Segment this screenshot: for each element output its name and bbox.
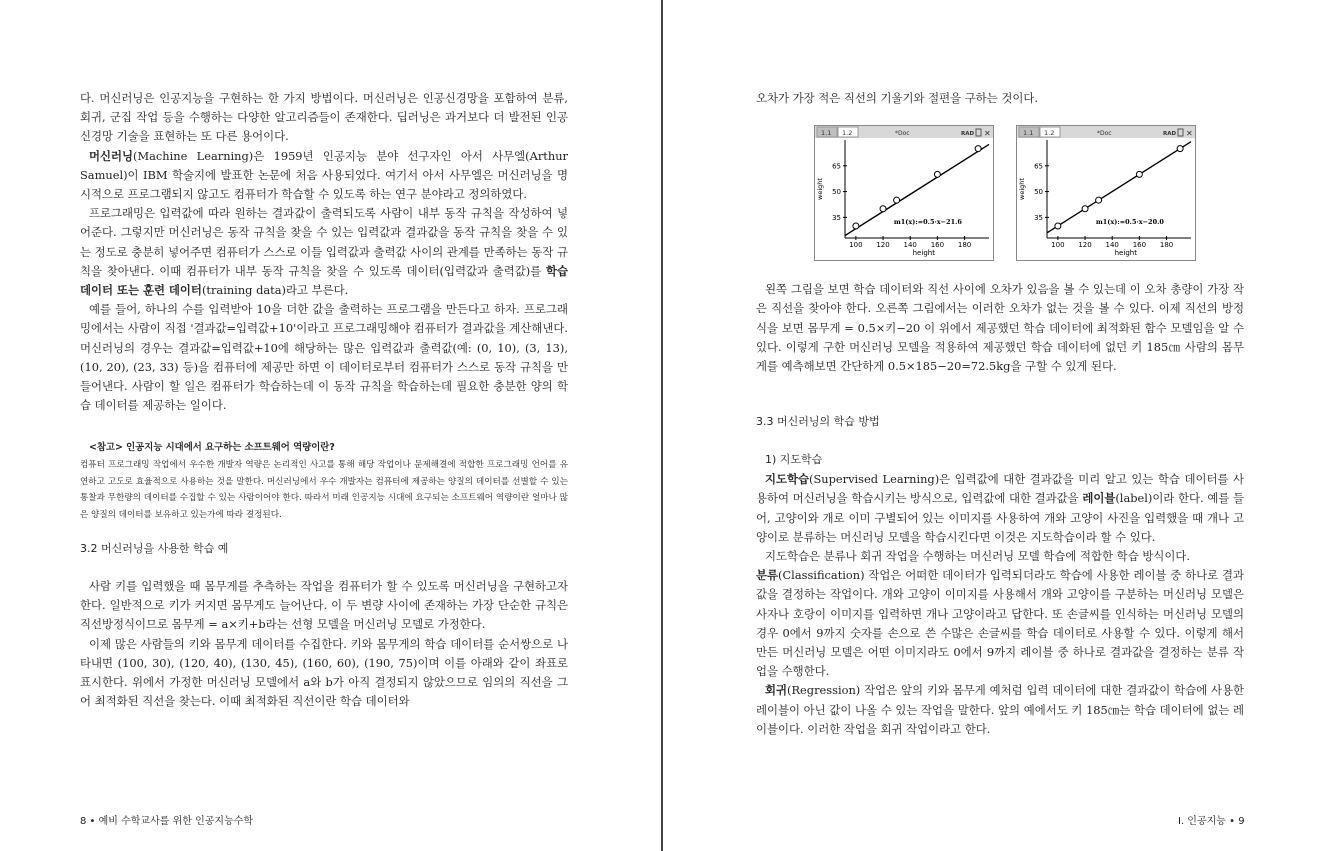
calculator-screen-left bbox=[814, 125, 994, 261]
calc-mode: RAD bbox=[961, 131, 975, 138]
page-footer-right: I. 인공지능 • 9 bbox=[1178, 816, 1245, 827]
paragraph-text: (Regression) 작업은 앞의 키와 몸무게 예처럼 입력 데이터에 대한 결과값이 학습에 사용한 레이블이 아닌 값이 나올 수 있는 작업을 말한다. 앞의 예에서도 키 185㎝는 학습 데이터에 없는 레이블이다. 이러한 작업을 회귀 작업이라고 한다. bbox=[756, 683, 1244, 736]
data-point bbox=[1082, 206, 1088, 212]
x-axis-label: height bbox=[912, 249, 935, 258]
x-tick-label: 140 bbox=[1105, 241, 1119, 250]
chart-right bbox=[1017, 126, 1195, 260]
left-text-column bbox=[80, 89, 568, 712]
paragraph-text: 프로그래밍은 입력값에 따라 원하는 결과값이 출력되도록 사람이 내부 동작 규칙을 작성하여 넣어준다. 그렇지만 머신러닝은 동작 규칙을 찾을 수 있는 입력값과 결과값을 동작 규칙을 찾을 수 있는 정도로 충분히 넣어주면 컴퓨터가 스스로 이들 입력값과 출력값 사이의 관계를 만족하는 동작 규칙을 찾아낸다. 이때 컴퓨터가 내부 동작 규칙을 찾을 수 있도록 데이터(입력값과 출력값)를 bbox=[80, 206, 568, 278]
line-equation-label: m1(x):=0.5·x−20.0 bbox=[1095, 218, 1164, 227]
calc-tab-label: 1.1 bbox=[821, 129, 832, 138]
y-tick-label: 65 bbox=[832, 162, 841, 171]
data-point bbox=[975, 146, 981, 152]
close-icon: ✕ bbox=[1186, 129, 1193, 139]
x-tick-label: 180 bbox=[957, 241, 972, 250]
x-tick-label: 100 bbox=[849, 241, 863, 250]
x-tick-label: 160 bbox=[1132, 241, 1147, 250]
paragraph: 왼쪽 그림을 보면 학습 데이터와 직선 사이에 오차가 있음을 볼 수 있는데 이 오차 총량이 가장 작은 직선을 찾아야 한다. 오른쪽 그림에서는 이러한 오차가 없는 것을 볼 수 있다. 이제 직선의 방정식을 보면 몸무게 = 0.5×키−20 이 위에서 제공했던 학습 데이터에 최적화된 함수 모델임을 알 수 있다. 이렇게 구한 머신러닝 모델을 적용하여 제공했던 학습 데이터에 없던 키 185㎝ 사람의 몸무게를 예측해보면 간단하게 0.5×185−20=72.5kg을 구할 수 있게 된다. bbox=[756, 282, 1244, 374]
paragraph-text: 라는 선형 모델을 머신러닝 모델로 가정한다. bbox=[265, 617, 486, 632]
paragraph: 오차가 가장 적은 직선의 기울기와 절편을 구하는 것이다. bbox=[756, 91, 1039, 105]
paragraph-text: (Machine Learning)은 1959년 인공지능 분야 선구자인 아서 사무엘(Arthur Samuel)이 IBM 학술지에 발표한 논문에 처음 사용되었다. 여기서 아서 사무엘은 머신러닝을 명시적으로 프로그램되지 않고도 컴퓨터가 학습할 수 있도록 하는 연구 분야라고 정의하였다. bbox=[80, 148, 568, 202]
x-tick-label: 140 bbox=[903, 241, 917, 250]
reference-note bbox=[80, 439, 568, 523]
paragraph: 다. 머신러닝은 인공지능을 구현하는 한 가지 방법이다. 머신러닝은 인공신경망을 포함하여 분류, 회귀, 군집 작업 등을 수행하는 다양한 알고리즘들이 존재한다. 딥러닝은 과거보다 더 발전된 인공신경망 기술을 표현하는 또 다른 용어이다. bbox=[80, 91, 568, 144]
calculator-graphs bbox=[756, 125, 1244, 265]
y-axis-label: weight bbox=[816, 178, 824, 201]
calculator-screen-right bbox=[1016, 125, 1196, 261]
x-tick-label: 160 bbox=[930, 241, 945, 250]
term-classification: 분류 bbox=[756, 568, 779, 583]
term-training-data: 학습 데이터 또는 훈련 데이터 bbox=[80, 263, 568, 298]
calc-tab-label: 1.2 bbox=[842, 129, 853, 138]
data-point bbox=[880, 206, 886, 212]
data-point bbox=[1136, 172, 1142, 178]
note-body: 컴퓨터 프로그래밍 작업에서 우수한 개발자 역량은 논리적인 사고를 통해 해당 작업이나 문제해결에 적합한 프로그래밍 언어를 유연하고 고도로 효율적으로 사용하는 것을 말한다. 머신러닝에서 우수 개발자는 컴퓨터에 제공하는 양질의 데이터를 선별할 수 있는 통찰과 무한량의 데이터를 수집할 수 있는 사람이어야 한다. 따라서 미래 인공지능 시대에 요구되는 소프트웨어 역량이란 얼마나 많은 양질의 데이터를 보유하고 있는가에 따라 결정된다. bbox=[80, 460, 568, 520]
term-regression: 회귀 bbox=[765, 683, 788, 698]
y-tick-label: 65 bbox=[1034, 162, 1043, 171]
data-point bbox=[894, 197, 900, 203]
paragraph-text: 사람 키를 입력했을 때 몸무게를 추측하는 작업을 컴퓨터가 할 수 있도록 머신러닝을 구현하고자 한다. 일반적으로 키가 커지면 몸무게도 늘어난다. 이 두 변량 사이에 존재하는 가장 단순한 규칙은 직선방정식이므로 bbox=[80, 579, 568, 632]
chart-left bbox=[815, 126, 993, 260]
note-title: <참고> 인공지능 시대에서 요구하는 소프트웨어 역량이란? bbox=[89, 442, 335, 454]
right-page bbox=[663, 0, 1323, 851]
term-supervised: 지도학습 bbox=[765, 472, 810, 487]
close-icon: ✕ bbox=[984, 129, 991, 139]
data-point bbox=[1055, 223, 1061, 229]
y-tick-label: 35 bbox=[1034, 214, 1043, 223]
paragraph-text: (label)이라 한다. 예를 들어, 고양이와 개로 이미 구별되어 있는 이미지를 사용하여 개와 고양이 사진을 입력했을 때 개나 고양이로 분류하는 머신러닝 모델을 학습시킨다면 이것은 지도학습이라 할 수 있다. bbox=[756, 491, 1244, 544]
data-point bbox=[934, 172, 940, 178]
calc-tab-label: 1.2 bbox=[1044, 129, 1055, 138]
paragraph: 지도학습은 분류나 회귀 작업을 수행하는 머신러닝 모델 학습에 적합한 학습 방식이다. bbox=[765, 549, 1190, 564]
y-tick-label: 50 bbox=[1034, 188, 1043, 197]
x-tick-label: 120 bbox=[1078, 241, 1092, 250]
paragraph bbox=[756, 566, 1244, 681]
subsection-heading: 1) 지도학습 bbox=[765, 453, 823, 467]
paragraph-text: (Classification) 작업은 어떠한 데이터가 입력되더라도 학습에 사용한 레이블 중 하나로 결과값을 결정하는 작업이다. 개와 고양이 이미지를 사용해서 개와 고양이를 구분하는 머신러닝 모델은 사자나 호랑이 이미지를 입력하면 개나 고양이라고 답한다. 또 손글씨를 인식하는 머신러닝 모델의 경우 0에서 9까지 숫자를 손으로 쓴 수많은 손글씨를 학습 데이터로 사용할 수 있다. 이렇게 해서 만든 머신러닝 모델은 어떤 이미지라도 0에서 9까지 레이블 중 하나로 결과값을 결정하는 분류 작업을 수행한다. bbox=[756, 568, 1244, 679]
paragraph bbox=[80, 147, 568, 205]
term-label: 레이블 bbox=[1082, 491, 1116, 506]
paragraph bbox=[756, 681, 1244, 739]
paragraph-text: (training data)라고 부른다. bbox=[201, 283, 349, 298]
x-axis-label: height bbox=[1114, 249, 1137, 258]
paragraph bbox=[80, 204, 568, 300]
term-machine-learning: 머신러닝 bbox=[89, 148, 134, 163]
calc-mode: RAD bbox=[1163, 131, 1177, 138]
y-axis-label: weight bbox=[1018, 178, 1026, 201]
calc-tab-label: 1.1 bbox=[1023, 129, 1034, 138]
paragraph: 예를 들어, 하나의 수를 입력받아 10을 더한 값을 출력하는 프로그램을 만든다고 하자. 프로그래밍에서는 사람이 직접 '결과값=입력값+10'이라고 프로그래밍해야 컴퓨터가 결과값을 계산해낸다. 머신러닝의 경우는 결과값=입력값+10에 해당하는 많은 입력값과 출력값(예: (0, 10), (3, 13), (10, 20), (23, 33) 등)을 컴퓨터에 제공만 하면 이 데이터로부터 컴퓨터가 스스로 동작 규칙을 만들어낸다. 사람이 할 일은 컴퓨터가 학습하는데 이 동작 규칙을 학습하는데 필요한 충분한 양의 학습 데이터를 제공하는 일이다. bbox=[80, 302, 568, 413]
x-tick-label: 100 bbox=[1051, 241, 1065, 250]
data-point bbox=[853, 223, 859, 229]
paragraph: 이제 많은 사람들의 키와 몸무게 데이터를 수집한다. 키와 몸무게의 학습 데이터를 순서쌍으로 나타내면 (100, 30), (120, 40), (130, 45), (160, 60), (190, 75)이며 이를 아래와 같이 좌표로 표시한다. 위에서 가정한 머신러닝 모델에서 a와 b가 아직 결정되지 않았으므로 임의의 직선을 그어 최적화된 직선을 찾는다. 이때 최적화된 직선이란 학습 데이터와 bbox=[80, 636, 568, 709]
line-equation-label: m1(x):=0.5·x−21.6 bbox=[893, 218, 962, 227]
paragraph bbox=[756, 470, 1244, 547]
left-page bbox=[0, 0, 661, 851]
paragraph-text: (Supervised Learning)은 입력값에 대한 결과값을 미리 알고 있는 학습 데이터를 사용하여 머신러닝을 학습시키는 방식으로, 입력값에 대한 결과값을 bbox=[756, 472, 1244, 506]
page-footer-left: 8 • 예비 수학교사를 위한 인공지능수학 bbox=[80, 816, 254, 827]
formula: 몸무게 = a×키+b bbox=[171, 617, 266, 632]
calc-doc-title: *Doc bbox=[1097, 130, 1112, 138]
section-heading-3-2: 3.2 머신러닝을 사용한 학습 예 bbox=[80, 542, 229, 556]
right-text-column bbox=[756, 89, 1244, 739]
y-tick-label: 50 bbox=[832, 188, 841, 197]
data-point bbox=[1096, 197, 1102, 203]
paragraph bbox=[80, 577, 568, 635]
calc-doc-title: *Doc bbox=[895, 130, 910, 138]
section-heading-3-3: 3.3 머신러닝의 학습 방법 bbox=[756, 415, 880, 429]
x-tick-label: 120 bbox=[876, 241, 890, 250]
data-point bbox=[1177, 146, 1183, 152]
x-tick-label: 180 bbox=[1159, 241, 1174, 250]
y-tick-label: 35 bbox=[832, 214, 841, 223]
